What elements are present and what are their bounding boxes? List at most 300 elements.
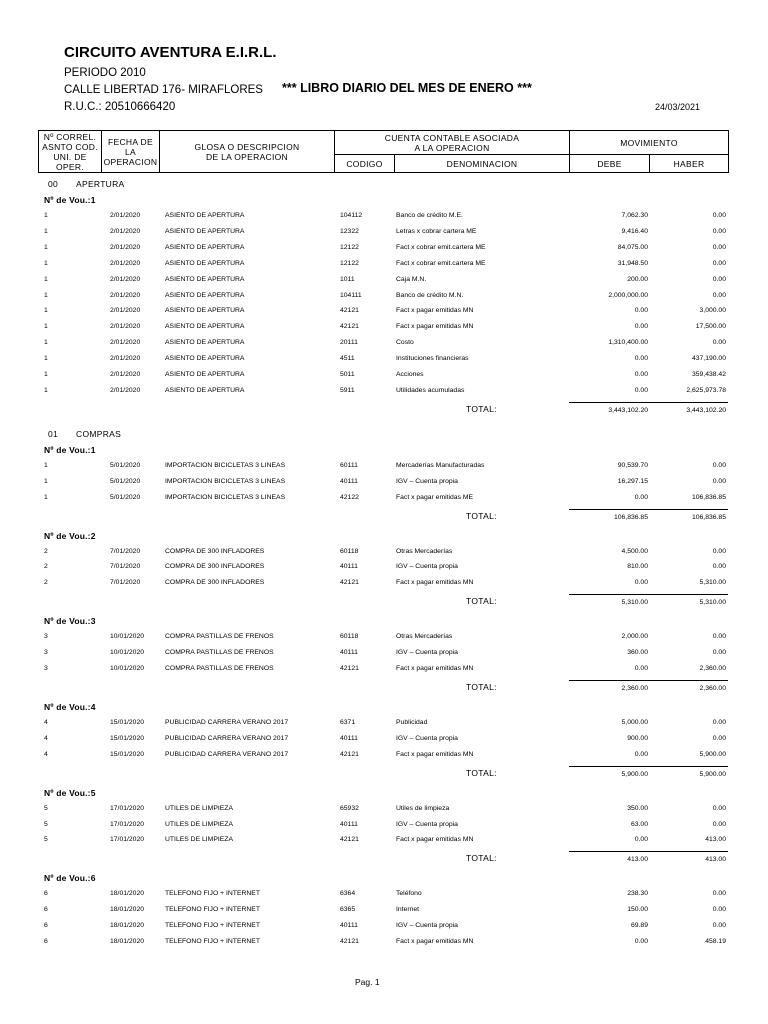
- header-debe: DEBE: [597, 159, 622, 169]
- header-correl-1: Nº CORREL.: [43, 132, 97, 142]
- total-debit: 5,310.00: [621, 599, 648, 607]
- credit-amount: 359,438.42: [691, 371, 726, 378]
- account-name: Caja M.N.: [396, 275, 427, 283]
- account-code: 5011: [340, 371, 355, 378]
- credit-amount: 0.00: [712, 339, 726, 347]
- entry-date: 18/01/2020: [110, 906, 145, 914]
- debit-amount: 16,297.15: [617, 477, 648, 485]
- entry-date: 18/01/2020: [110, 938, 145, 945]
- total-debit: 106,836.85: [613, 513, 648, 521]
- entry-description: UTILES DE LIMPIEZA: [165, 804, 233, 812]
- entry-number: 1: [44, 291, 48, 299]
- voucher-label: Nº de Vou.:1: [44, 195, 96, 205]
- account-name: Fact x cobrar emit.cartera ME: [396, 243, 486, 251]
- account-name: Fact x pagar emitidas MN: [396, 750, 474, 758]
- credit-amount: 106,836.85: [691, 493, 726, 501]
- table-row: [0, 276, 768, 288]
- account-code: 40111: [340, 734, 358, 742]
- entry-number: 1: [44, 323, 48, 331]
- column-header: [38, 130, 729, 173]
- table-row: [0, 563, 768, 575]
- entry-description: ASIENTO DE APERTURA: [165, 259, 245, 267]
- entry-number: 1: [44, 493, 48, 501]
- account-name: Utiles de limpieza: [396, 804, 450, 812]
- debit-amount: 0.00: [634, 355, 648, 363]
- account-code: 42121: [340, 938, 359, 945]
- entry-number: 3: [44, 649, 48, 657]
- entry-date: 2/01/2020: [110, 243, 141, 251]
- entry-date: 10/01/2020: [110, 649, 145, 657]
- debit-amount: 2,000.00: [621, 633, 648, 641]
- entry-description: ASIENTO DE APERTURA: [165, 243, 245, 251]
- credit-amount: 17,500.00: [695, 323, 726, 331]
- header-cell-movimiento: [569, 130, 729, 155]
- account-name: Publicidad: [396, 718, 428, 726]
- entry-date: 2/01/2020: [110, 339, 141, 347]
- debit-amount: 84,075.00: [617, 243, 648, 251]
- header-glosa-1: GLOSA O DESCRIPCION: [194, 142, 300, 152]
- entry-description: ASIENTO DE APERTURA: [165, 307, 245, 315]
- table-row: [0, 890, 768, 902]
- header-cuenta-1: CUENTA CONTABLE ASOCIADA: [384, 133, 520, 143]
- account-name: Teléfono: [396, 890, 422, 898]
- table-row: [0, 462, 768, 474]
- entry-date: 2/01/2020: [110, 323, 141, 331]
- entry-date: 7/01/2020: [110, 547, 141, 555]
- entry-number: 6: [44, 938, 48, 945]
- account-name: IGV – Cuenta propia: [396, 820, 458, 828]
- section-name: APERTURA: [76, 179, 125, 189]
- section-header: [48, 179, 125, 189]
- credit-amount: 0.00: [712, 563, 726, 571]
- entry-description: PUBLICIDAD CARRERA VERANO 2017: [165, 750, 289, 758]
- account-code: 6364: [340, 890, 356, 898]
- debit-amount: 69.89: [630, 922, 648, 930]
- account-name: Fact x pagar emitidas MN: [396, 307, 474, 315]
- table-row: [0, 579, 768, 591]
- entry-description: ASIENTO DE APERTURA: [165, 323, 245, 331]
- entry-date: 15/01/2020: [110, 718, 145, 726]
- credit-amount: 0.00: [712, 243, 726, 251]
- debit-amount: 5,000.00: [621, 718, 648, 726]
- entry-date: 18/01/2020: [110, 922, 145, 930]
- credit-amount: 0.00: [712, 275, 726, 283]
- table-row: [0, 244, 768, 256]
- total-debit: 5,900.00: [621, 770, 648, 778]
- voucher-label: Nº de Vou.:6: [44, 873, 96, 884]
- account-code: 5911: [340, 386, 355, 394]
- entry-number: 5: [44, 836, 48, 844]
- entry-date: 5/01/2020: [110, 493, 141, 501]
- table-row: [0, 836, 768, 848]
- entry-description: ASIENTO DE APERTURA: [165, 291, 245, 299]
- section-code: 01: [48, 428, 59, 439]
- report-date: 24/03/2021: [654, 102, 700, 112]
- account-code: 1011: [340, 275, 355, 283]
- total-label: TOTAL:: [466, 767, 497, 778]
- entry-description: ASIENTO DE APERTURA: [165, 227, 245, 235]
- table-row: [0, 633, 768, 645]
- debit-amount: 0.00: [634, 493, 648, 501]
- debit-amount: 9,416.40: [621, 227, 648, 235]
- total-rule: [569, 680, 728, 681]
- table-row: [0, 548, 768, 560]
- header-haber: HABER: [673, 159, 705, 169]
- account-code: 20111: [340, 339, 358, 347]
- section-header: [48, 429, 121, 439]
- debit-amount: 1,310,400.00: [608, 339, 648, 347]
- credit-amount: 3,000.00: [699, 307, 726, 315]
- account-code: 104111: [340, 291, 362, 299]
- table-row: [0, 212, 768, 224]
- entry-number: 1: [44, 339, 48, 347]
- entry-number: 1: [44, 477, 48, 485]
- entry-description: ASIENTO DE APERTURA: [165, 371, 245, 378]
- credit-amount: 0.00: [712, 804, 726, 812]
- header-glosa-2: DE LA OPERACION: [206, 152, 288, 162]
- entry-number: 4: [44, 734, 48, 742]
- address: CALLE LIBERTAD 176- MIRAFLORES: [64, 84, 263, 96]
- entry-number: 3: [44, 665, 48, 672]
- entry-description: ASIENTO DE APERTURA: [165, 355, 245, 363]
- account-name: IGV – Cuenta propia: [396, 922, 458, 930]
- entry-date: 17/01/2020: [110, 820, 145, 828]
- credit-amount: 5,310.00: [699, 579, 726, 587]
- total-label: TOTAL:: [466, 596, 497, 607]
- entry-date: 18/01/2020: [110, 890, 145, 898]
- account-name: Fact x cobrar emit.cartera ME: [396, 259, 486, 267]
- account-code: 42121: [340, 665, 359, 672]
- table-row: [0, 719, 768, 731]
- account-name: IGV – Cuenta propia: [396, 477, 458, 485]
- debit-amount: 63.00: [630, 820, 648, 828]
- total-rule: [569, 509, 728, 510]
- entry-description: UTILES DE LIMPIEZA: [165, 836, 233, 844]
- entry-number: 1: [44, 461, 48, 469]
- account-name: Otras Mercaderías: [396, 547, 453, 555]
- entry-date: 2/01/2020: [110, 386, 141, 394]
- debit-amount: 238.30: [627, 890, 648, 898]
- account-name: Instituciones financieras: [396, 355, 469, 363]
- credit-amount: 0.00: [712, 212, 726, 219]
- total-credit: 5,900.00: [699, 770, 726, 778]
- account-name: IGV – Cuenta propia: [396, 649, 458, 657]
- account-name: Otras Mercaderías: [396, 633, 453, 641]
- report-title: *** LIBRO DIARIO DEL MES DE ENERO ***: [282, 81, 532, 95]
- debit-amount: 0.00: [634, 371, 648, 378]
- entry-date: 2/01/2020: [110, 307, 141, 315]
- header-fecha-3: OPERACION: [103, 157, 158, 167]
- credit-amount: 2,360.00: [699, 665, 726, 672]
- account-code: 40111: [340, 649, 358, 657]
- account-code: 42121: [340, 836, 359, 844]
- entry-date: 17/01/2020: [110, 836, 145, 844]
- account-name: Fact x pagar emitidas ME: [396, 493, 474, 501]
- debit-amount: 350.00: [627, 804, 648, 812]
- credit-amount: 0.00: [712, 906, 726, 914]
- entry-number: 2: [44, 563, 48, 571]
- account-code: 65932: [340, 804, 359, 812]
- debit-amount: 2,000,000.00: [608, 291, 648, 299]
- entry-description: TELEFONO FIJO + INTERNET: [165, 938, 260, 945]
- entry-description: TELEFONO FIJO + INTERNET: [165, 906, 260, 914]
- page-number: Pag. 1: [355, 977, 380, 987]
- entry-date: 2/01/2020: [110, 355, 141, 363]
- entry-date: 17/01/2020: [110, 804, 145, 812]
- credit-amount: 437,190.00: [691, 355, 726, 363]
- debit-amount: 0.00: [634, 579, 648, 587]
- entry-number: 6: [44, 906, 48, 914]
- table-row: [0, 938, 768, 950]
- credit-amount: 458.19: [705, 938, 726, 945]
- account-name: IGV – Cuenta propia: [396, 563, 458, 571]
- voucher-label: Nº de Vou.:2: [44, 530, 96, 541]
- entry-number: 3: [44, 633, 48, 641]
- section-code: 00: [48, 179, 59, 189]
- debit-amount: 0.00: [634, 836, 648, 844]
- header-cell-correl: [38, 130, 102, 173]
- header-cell-debe: [569, 154, 650, 173]
- account-code: 40111: [340, 820, 358, 828]
- entry-description: ASIENTO DE APERTURA: [165, 212, 245, 219]
- account-code: 6365: [340, 906, 356, 914]
- table-row: [0, 355, 768, 367]
- total-label: TOTAL:: [466, 510, 497, 521]
- entry-number: 1: [44, 243, 48, 251]
- total-label: TOTAL:: [466, 403, 497, 414]
- table-row: [0, 339, 768, 351]
- entry-number: 6: [44, 890, 48, 898]
- credit-amount: 0.00: [712, 461, 726, 469]
- account-code: 40111: [340, 563, 358, 571]
- account-code: 6371: [340, 718, 356, 726]
- entry-number: 1: [44, 259, 48, 267]
- header-correl-2: ASNTO COD.: [42, 142, 98, 152]
- credit-amount: 413.00: [705, 836, 726, 844]
- entry-description: UTILES DE LIMPIEZA: [165, 820, 233, 828]
- debit-amount: 0.00: [634, 665, 648, 672]
- table-row: [0, 371, 768, 383]
- account-name: Banco de crédito M.E.: [396, 212, 463, 219]
- table-row: [0, 649, 768, 661]
- entry-number: 1: [44, 307, 48, 315]
- credit-amount: 0.00: [712, 649, 726, 657]
- credit-amount: 0.00: [712, 734, 726, 742]
- account-name: Mercaderías Manufacturadas: [396, 461, 485, 469]
- debit-amount: 810.00: [627, 563, 648, 571]
- account-code: 60118: [340, 547, 359, 555]
- table-row: [0, 323, 768, 335]
- total-credit: 413.00: [705, 856, 726, 864]
- entry-description: COMPRA DE 300 INFLADORES: [165, 563, 265, 571]
- entry-number: 1: [44, 212, 48, 219]
- entry-date: 15/01/2020: [110, 734, 145, 742]
- entry-number: 2: [44, 547, 48, 555]
- entry-date: 5/01/2020: [110, 477, 141, 485]
- header-movimiento: MOVIMIENTO: [620, 138, 678, 148]
- entry-description: COMPRA PASTILLAS DE FRENOS: [165, 649, 274, 657]
- account-code: 42121: [340, 579, 359, 587]
- account-code: 42121: [340, 750, 359, 758]
- account-name: Fact x pagar emitidas MN: [396, 665, 474, 672]
- table-row: [0, 821, 768, 833]
- total-rule: [569, 851, 728, 852]
- account-code: 60111: [340, 461, 358, 469]
- entry-description: ASIENTO DE APERTURA: [165, 386, 245, 394]
- account-name: Letras x cobrar cartera ME: [396, 227, 477, 235]
- entry-description: COMPRA DE 300 INFLADORES: [165, 547, 265, 555]
- header-correl-4: OPER.: [56, 162, 84, 172]
- header-correl-3: UNI. DE: [53, 152, 87, 162]
- header-cell-glosa: [159, 130, 335, 173]
- ruc: R.U.C.: 20510666420: [64, 101, 176, 113]
- debit-amount: 360.00: [627, 649, 648, 657]
- entry-description: ASIENTO DE APERTURA: [165, 275, 245, 283]
- credit-amount: 2,625,973.78: [686, 386, 726, 394]
- debit-amount: 0.00: [634, 938, 648, 945]
- table-row: [0, 387, 768, 399]
- credit-amount: 0.00: [712, 547, 726, 555]
- entry-date: 2/01/2020: [110, 227, 141, 235]
- debit-amount: 200.00: [627, 275, 648, 283]
- table-row: [0, 307, 768, 319]
- entry-description: COMPRA PASTILLAS DE FRENOS: [165, 633, 274, 641]
- table-row: [0, 665, 768, 677]
- table-row: [0, 260, 768, 272]
- section-name: COMPRAS: [76, 428, 122, 439]
- entry-number: 2: [44, 579, 48, 587]
- total-rule: [569, 594, 728, 595]
- header-denominacion: DENOMINACION: [446, 159, 518, 169]
- account-code: 12122: [340, 259, 359, 267]
- entry-date: 10/01/2020: [110, 633, 145, 641]
- account-name: IGV – Cuenta propia: [396, 734, 458, 742]
- entry-date: 7/01/2020: [110, 579, 141, 587]
- credit-amount: 0.00: [712, 820, 726, 828]
- voucher-label: Nº de Vou.:5: [44, 787, 96, 798]
- company-name: CIRCUITO AVENTURA E.I.R.L.: [64, 44, 277, 61]
- account-code: 60118: [340, 633, 359, 641]
- total-credit: 3,443,102.20: [686, 406, 726, 414]
- debit-amount: 90,539.70: [617, 461, 648, 469]
- credit-amount: 0.00: [712, 259, 726, 267]
- header-fecha-2: LA: [125, 147, 136, 157]
- account-code: 40111: [340, 477, 358, 485]
- entry-date: 15/01/2020: [110, 750, 145, 758]
- entry-description: TELEFONO FIJO + INTERNET: [165, 922, 260, 930]
- account-name: Fact x pagar emitidas MN: [396, 579, 474, 587]
- debit-amount: 0.00: [634, 323, 648, 331]
- header-cell-cuenta: [334, 130, 570, 155]
- total-label: TOTAL:: [466, 681, 497, 692]
- total-label: TOTAL:: [466, 853, 497, 864]
- entry-description: COMPRA PASTILLAS DE FRENOS: [165, 665, 274, 672]
- table-row: [0, 494, 768, 506]
- voucher-label: Nº de Vou.:1: [44, 444, 96, 455]
- header-codigo: CODIGO: [346, 159, 383, 169]
- total-debit: 2,360.00: [621, 684, 648, 692]
- entry-number: 5: [44, 804, 48, 812]
- account-code: 40111: [340, 922, 358, 930]
- table-row: [0, 922, 768, 934]
- credit-amount: 0.00: [712, 291, 726, 299]
- debit-amount: 900.00: [627, 734, 648, 742]
- account-name: Fact x pagar emitidas MN: [396, 323, 474, 331]
- credit-amount: 0.00: [712, 890, 726, 898]
- entry-description: COMPRA DE 300 INFLADORES: [165, 579, 265, 587]
- account-name: Fact x pagar emitidas MN: [396, 836, 474, 844]
- entry-description: IMPORTACION BICICLETAS 3 LINEAS: [165, 477, 286, 485]
- credit-amount: 0.00: [712, 227, 726, 235]
- entry-number: 4: [44, 718, 48, 726]
- account-name: Costo: [396, 339, 414, 347]
- entry-number: 5: [44, 820, 48, 828]
- header-cuenta-2: A LA OPERACION: [414, 143, 490, 153]
- table-row: [0, 735, 768, 747]
- table-row: [0, 751, 768, 763]
- account-code: 42122: [340, 493, 359, 501]
- entry-date: 2/01/2020: [110, 212, 141, 219]
- entry-number: 6: [44, 922, 48, 930]
- header-cell-haber: [649, 154, 729, 173]
- debit-amount: 0.00: [634, 386, 648, 394]
- account-code: 42121: [340, 323, 359, 331]
- entry-date: 10/01/2020: [110, 665, 145, 672]
- table-row: [0, 292, 768, 304]
- entry-date: 2/01/2020: [110, 259, 141, 267]
- entry-description: PUBLICIDAD CARRERA VERANO 2017: [165, 734, 289, 742]
- header-cell-codigo: [334, 154, 395, 173]
- total-rule: [569, 766, 728, 767]
- table-row: [0, 228, 768, 240]
- total-credit: 106,836.85: [691, 513, 726, 521]
- header-cell-fecha: [101, 130, 160, 173]
- header-cell-denominacion: [394, 154, 570, 173]
- entry-date: 5/01/2020: [110, 461, 141, 469]
- period: PERIODO 2010: [64, 67, 146, 79]
- entry-number: 1: [44, 227, 48, 235]
- total-debit: 3,443,102.20: [608, 406, 648, 414]
- table-row: [0, 478, 768, 490]
- account-code: 12122: [340, 243, 359, 251]
- debit-amount: 0.00: [634, 307, 648, 315]
- entry-date: 2/01/2020: [110, 275, 141, 283]
- debit-amount: 31,948.50: [617, 259, 648, 267]
- table-row: [0, 805, 768, 817]
- entry-description: PUBLICIDAD CARRERA VERANO 2017: [165, 718, 289, 726]
- entry-date: 7/01/2020: [110, 563, 141, 571]
- account-name: Banco de crédito M.N.: [396, 291, 464, 299]
- total-rule: [569, 402, 728, 403]
- entry-date: 2/01/2020: [110, 291, 141, 299]
- account-name: Utilidades acumuladas: [396, 386, 465, 394]
- account-code: 42121: [340, 307, 359, 315]
- credit-amount: 0.00: [712, 922, 726, 930]
- debit-amount: 7,062.30: [621, 212, 648, 219]
- entry-number: 1: [44, 371, 48, 378]
- account-code: 4511: [340, 355, 355, 363]
- debit-amount: 150.00: [627, 906, 648, 914]
- account-code: 104112: [340, 212, 363, 219]
- entry-number: 1: [44, 386, 48, 394]
- entry-description: TELEFONO FIJO + INTERNET: [165, 890, 260, 898]
- entry-number: 4: [44, 750, 48, 758]
- account-name: Internet: [396, 906, 420, 914]
- total-credit: 2,360.00: [699, 684, 726, 692]
- credit-amount: 5,900.00: [699, 750, 726, 758]
- entry-number: 1: [44, 355, 48, 363]
- voucher-label: Nº de Vou.:3: [44, 616, 96, 627]
